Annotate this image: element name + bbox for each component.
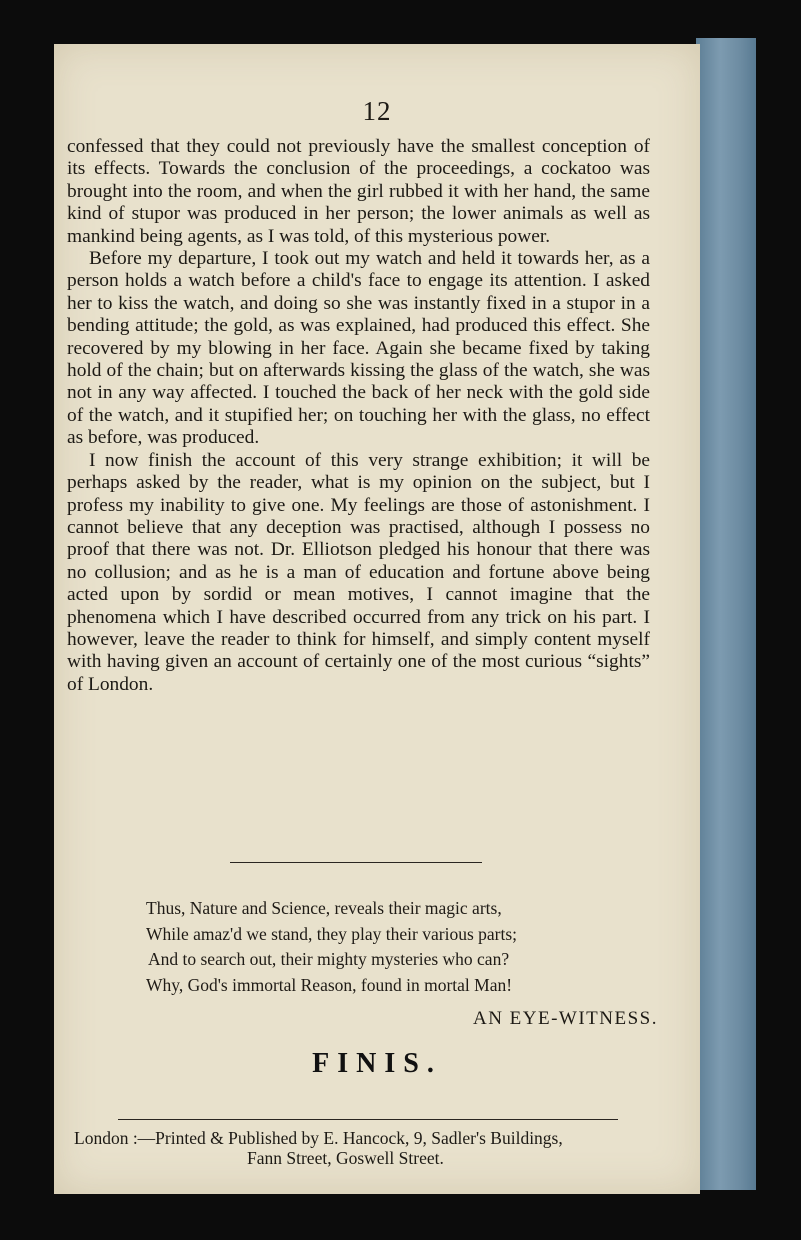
verse-line: Why, God's immortal Reason, found in mortal Man!	[146, 974, 513, 995]
verse-line: And to search out, their mighty mysteries who can?	[148, 949, 510, 969]
book-page	[54, 44, 700, 1194]
section-divider	[230, 862, 482, 863]
paragraph: I now finish the account of this very strange exhibition; it will be perhaps asked by the reader, what is my opinion on the subject, but I profess my inability to give one. My feelings are those of astonishment. I cannot believe that any deception was practised, although I possess no proof that there was not. Dr. Elliotson pledged his honour that there was no collusion; and as he is a man of education and fortune above being acted upon by sordid or mean motives, I cannot imagine that the phenomena which I have described occurred from any trick on his part. I however, leave the reader to think for himself, and simply content myself with having given an account of certainly one of the most curious “sights” of London.	[67, 449, 650, 695]
body-text	[67, 136, 650, 696]
printer-imprint	[74, 1128, 674, 1168]
imprint-divider	[118, 1119, 618, 1120]
verse-line: Thus, Nature and Science, reveals their magic arts,	[146, 898, 502, 918]
page-number: 12	[362, 96, 392, 126]
imprint-line: London :—Printed & Published by E. Hancock, 9, Sadler's Buildings,	[74, 1128, 563, 1148]
imprint-line: Fann Street, Goswell Street.	[247, 1148, 444, 1168]
finis-heading: FINIS.	[312, 1048, 442, 1079]
blue-cover-edge	[696, 38, 756, 1190]
verse-line: While amaz'd we stand, they play their various parts;	[146, 923, 518, 944]
paragraph: confessed that they could not previously have the smallest conception of its effects. Towards the conclusion of the proceedings, a cockatoo was brought into the room, and when the girl rubbed it with her hand, the same kind of stupor was produced in her person; the lower animals as well as mankind being agents, as I was told, of this mysterious power.	[67, 136, 650, 247]
paragraph: Before my departure, I took out my watch and held it towards her, as a person holds a watch before a child's face to engage its attention. I asked her to kiss the watch, and doing so she was instantly fixed in a stupor in a bending attitude; the gold, as was explained, had produced this effect. She recovered by my blowing in her face. Again she became fixed by taking hold of the chain; but on afterwards kissing the glass of the watch, she was not in any way affected. I touched the back of her neck with the gold side of the watch, and it stupified her; on touching her with the glass, no effect as before, was produced.	[67, 248, 650, 449]
closing-verse	[146, 896, 517, 998]
author-signature: AN EYE-WITNESS.	[472, 1008, 658, 1029]
